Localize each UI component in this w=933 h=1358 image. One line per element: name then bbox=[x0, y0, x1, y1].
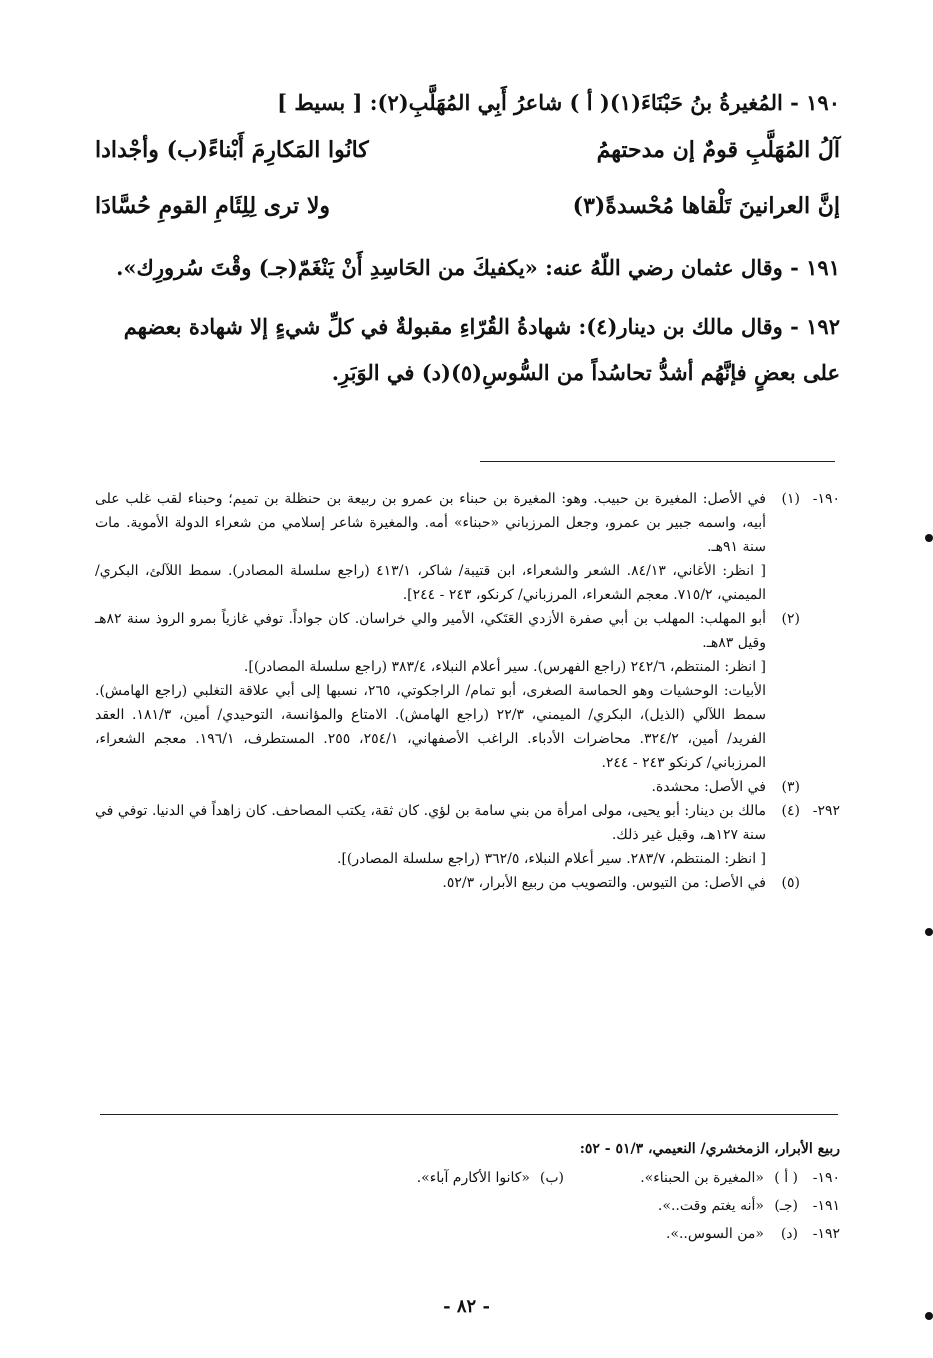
entry-190-heading: ١٩٠ - المُغيرةُ بنُ حَبْنَاءَ(١)( أ ) شاعرُ أَبِي المُهَلَّبِ(٢): [ بسيط ] bbox=[277, 90, 840, 115]
entry-192-line-2: على بعضٍ فإنَّهُم أشدُّ تحاسُداً من السُّوسِ(٥)(د) في الوَبَرِ. bbox=[331, 360, 840, 385]
footnote-marker: (٤) bbox=[781, 803, 800, 819]
footnote-body bbox=[95, 775, 766, 799]
variant-text: «أنه يغتم وقت..». bbox=[657, 1198, 764, 1214]
footnote-entry-number: ١٩٠- bbox=[812, 491, 840, 507]
variant-marker: ( أ ) bbox=[774, 1170, 798, 1186]
footnote-paragraph: مالك بن دينار: أبو يحيى، مولى امرأة من بني سامة بن لؤي. كان ثقة، يكتب المصاحف. كان زاهداً في الدنيا. توفي في سنة ١٢٧هـ، وقيل غير ذلك. bbox=[95, 803, 766, 843]
variant-text: «من السوس..». bbox=[665, 1226, 764, 1242]
footnote-marker: (٥) bbox=[781, 875, 800, 891]
variants-source-title: ربيع الأبرار، الزمخشري/ النعيمي، ٥١/٣ - ٥٢: bbox=[579, 1141, 840, 1157]
variant-marker: (جـ) bbox=[774, 1198, 798, 1214]
verse-1-first-hemistich: آلُ المُهَلَّبِ قومٌ إن مدحتهمُ bbox=[596, 137, 840, 163]
scan-edge-dot bbox=[925, 534, 933, 542]
footnote-entry-number: ٢٩٢- bbox=[812, 803, 840, 819]
footnote-paragraph: في الأصل: محشدة. bbox=[651, 779, 766, 795]
footnote-paragraph: [ انظر: المنتظم، ٢٨٣/٧. سير أعلام النبلاء، ٣٦٢/٥ (راجع سلسلة المصادر)]. bbox=[337, 851, 766, 867]
footnote-paragraph: أبو المهلب: المهلب بن أبي صفرة الأزدي العَتَكي، الأمير والي خراسان. كان جواداً. توفي غازياً بمرو الروذ سنة ٨٢هـ وقيل ٨٣هـ. bbox=[95, 611, 766, 651]
footnote-marker: (٢) bbox=[781, 611, 800, 627]
footnote-4 bbox=[95, 799, 840, 871]
variant-row bbox=[95, 1164, 840, 1192]
footnote-3 bbox=[95, 775, 840, 799]
footnote-paragraph: [ انظر: الأغاني، ٨٤/١٣. الشعر والشعراء، ابن قتيبة/ شاكر، ٤١٣/١ (راجع سلسلة المصادر). سمط اللآلئ، البكري/ الميمني، ٧١٥/٢. معجم الشعراء، المرزباني/ كرنكو، ٢٤٣ - ٢٤٤]. bbox=[95, 563, 766, 603]
variant-entry-number: ١٩١- bbox=[812, 1198, 840, 1214]
footnote-5 bbox=[95, 871, 840, 895]
footnote-body bbox=[95, 871, 766, 895]
scan-edge-dot bbox=[925, 928, 933, 936]
variants-divider bbox=[100, 1114, 838, 1115]
footnote-paragraph: في الأصل: المغيرة بن حبيب. وهو: المغيرة بن حبناء بن عمرو بن ربيعة بن حنظلة بن تميم؛ وحبناء لقب غلب على أبيه، واسمه جبير بن عمرو، وجعل المرزباني «حبناء» أمه. والمغيرة شاعر إسلامي من شعراء الدولة الأموية. مات سنة ٩١هـ. bbox=[95, 491, 766, 555]
footnote-paragraph: [ انظر: المنتظم، ٢٤٢/٦ (راجع الفهرس). سير أعلام النبلاء، ٣٨٣/٤ (راجع سلسلة المصادر)]. bbox=[243, 659, 766, 675]
entry-192-line-1: ١٩٢ - وقال مالك بن دينار(٤): شهادةُ القُرّاءِ مقبولةٌ في كلِّ شيءٍ إلا شهادة بعضهم bbox=[123, 314, 840, 339]
variant-entry-number: ١٩٠- bbox=[812, 1170, 840, 1186]
verse-1 bbox=[95, 122, 840, 178]
footnote-1 bbox=[95, 487, 840, 607]
footnote-body bbox=[95, 487, 766, 607]
variant-row bbox=[95, 1192, 840, 1220]
verse-2-second-hemistich: ولا ترى لِلِئَامِ القومِ حُسَّادَا bbox=[95, 193, 331, 219]
footnote-marker: (١) bbox=[781, 491, 800, 507]
footnote-paragraph: في الأصل: من التيوس. والتصويب من ربيع الأبرار، ٥٢/٣. bbox=[442, 875, 766, 891]
footnote-2 bbox=[95, 607, 840, 775]
main-text bbox=[95, 88, 840, 396]
footnote-paragraph: الأبيات: الوحشيات وهو الحماسة الصغرى، أبو تمام/ الراجكوتي، ٢٦٥، نسبها إلى أبي علاقة التغلبي (راجع الهامش). سمط اللآلي (الذيل)، البكري/ الميمني، ٢٢/٣ (راجع الهامش). الامتاع والمؤانسة، التوحيدي/ أمين، ١٨١/٣. العقد الفريد/ أمين، ٣٢٤/٢. محاضرات الأدباء. الراغب الأصفهاني، ٢٥٤/١، ٢٥٥. المستطرف، ١٩٦/١. معجم الشعراء، المرزباني/ كرنكو ٢٤٣ - ٢٤٤. bbox=[95, 683, 767, 771]
footnote-body bbox=[95, 607, 766, 775]
entry-192 bbox=[95, 304, 840, 396]
entry-191: ١٩١ - وقال عثمان رضي اللّهُ عنه: «يكفيكَ من الحَاسِدِ أَنْ يَنْغَمّ(جـ) وقْتَ سُرورِك». bbox=[116, 255, 840, 280]
footnotes bbox=[95, 487, 840, 895]
variant-text: «المغيرة بن الحبناء». bbox=[640, 1170, 764, 1186]
variant-row bbox=[95, 1220, 840, 1248]
variant-entry-number: ١٩٢- bbox=[812, 1226, 840, 1242]
footnote-marker: (٣) bbox=[781, 779, 800, 795]
footnote-divider bbox=[480, 461, 835, 462]
variant-marker: (د) bbox=[780, 1226, 798, 1242]
verse-2 bbox=[95, 178, 840, 234]
verse-2-first-hemistich: إنَّ العرانينَ تَلْقاها مُحْسدةً(٣) bbox=[572, 193, 840, 219]
variant-text: «كانوا الأكارم آباء». bbox=[416, 1170, 530, 1186]
page-number: - ٨٢ - bbox=[443, 1296, 490, 1317]
variant-readings bbox=[95, 1136, 840, 1248]
footnote-body bbox=[95, 799, 766, 871]
verse-1-second-hemistich: كانُوا المَكارِمَ أَبْناءً(ب) وأجْدادا bbox=[95, 137, 369, 163]
variant-marker: (ب) bbox=[539, 1170, 564, 1186]
scan-edge-dot bbox=[925, 1312, 933, 1320]
